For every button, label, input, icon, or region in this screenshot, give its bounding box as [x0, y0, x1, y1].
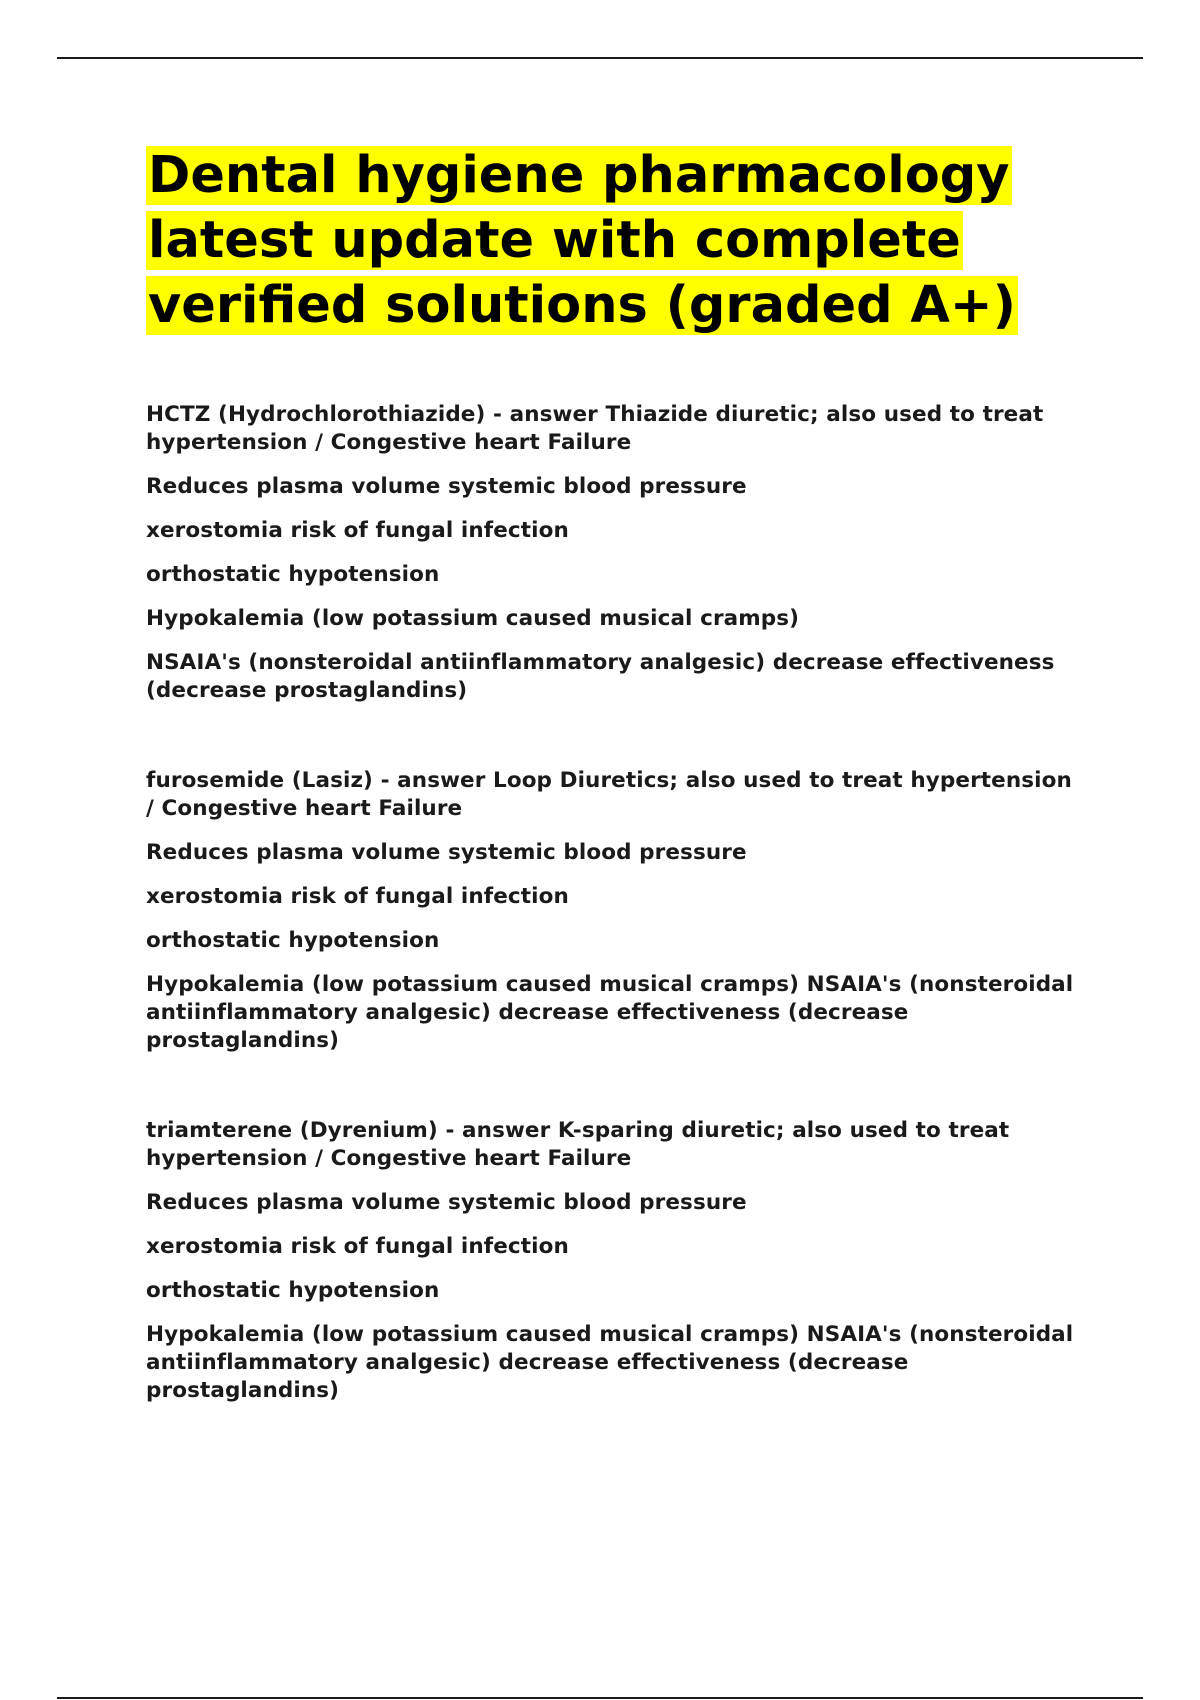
entry-detail: Reduces plasma volume systemic blood pressure: [146, 840, 747, 865]
entry-detail: NSAIA's (nonsteroidal antiinflammatory analgesic) decrease effectiveness (decrease prostaglandins): [146, 650, 1055, 703]
entry-detail: xerostomia risk of fungal infection: [146, 884, 569, 909]
entry-detail: xerostomia risk of fungal infection: [146, 518, 569, 543]
entry-detail: orthostatic hypotension: [146, 1278, 440, 1303]
header-rule: [57, 57, 1143, 59]
entry-question: triamterene (Dyrenium) - answer K-sparing diuretic; also used to treat hypertension / Congestive heart Failure: [146, 1118, 1010, 1171]
entry-furosemide: [146, 767, 1086, 1055]
entry-hctz: [146, 401, 1086, 705]
entry-detail: Reduces plasma volume systemic blood pressure: [146, 1190, 747, 1215]
entry-detail: Hypokalemia (low potassium caused musical cramps): [146, 606, 800, 631]
entry-question: furosemide (Lasiz) - answer Loop Diuretics; also used to treat hypertension / Congestive heart Failure: [146, 768, 1072, 821]
entry-detail: orthostatic hypotension: [146, 562, 440, 587]
entry-triamterene: [146, 1117, 1086, 1405]
document-body: [146, 401, 1086, 1405]
entry-detail: xerostomia risk of fungal infection: [146, 1234, 569, 1259]
entry-detail: Hypokalemia (low potassium caused musical cramps) NSAIA's (nonsteroidal antiinflammatory analgesic) decrease effectiveness (decrease prostaglandins): [146, 1322, 1074, 1403]
entry-detail: Reduces plasma volume systemic blood pressure: [146, 474, 747, 499]
entry-detail: Hypokalemia (low potassium caused musical cramps) NSAIA's (nonsteroidal antiinflammatory analgesic) decrease effectiveness (decrease prostaglandins): [146, 972, 1074, 1053]
entry-detail: orthostatic hypotension: [146, 928, 440, 953]
entry-question: HCTZ (Hydrochlorothiazide) - answer Thiazide diuretic; also used to treat hypertension / Congestive heart Failure: [146, 402, 1044, 455]
footer-rule: [57, 1697, 1143, 1699]
title-highlight: Dental hygiene pharmacology latest update with complete verified solutions (graded A+): [148, 146, 1016, 335]
document-title: [146, 143, 1106, 338]
